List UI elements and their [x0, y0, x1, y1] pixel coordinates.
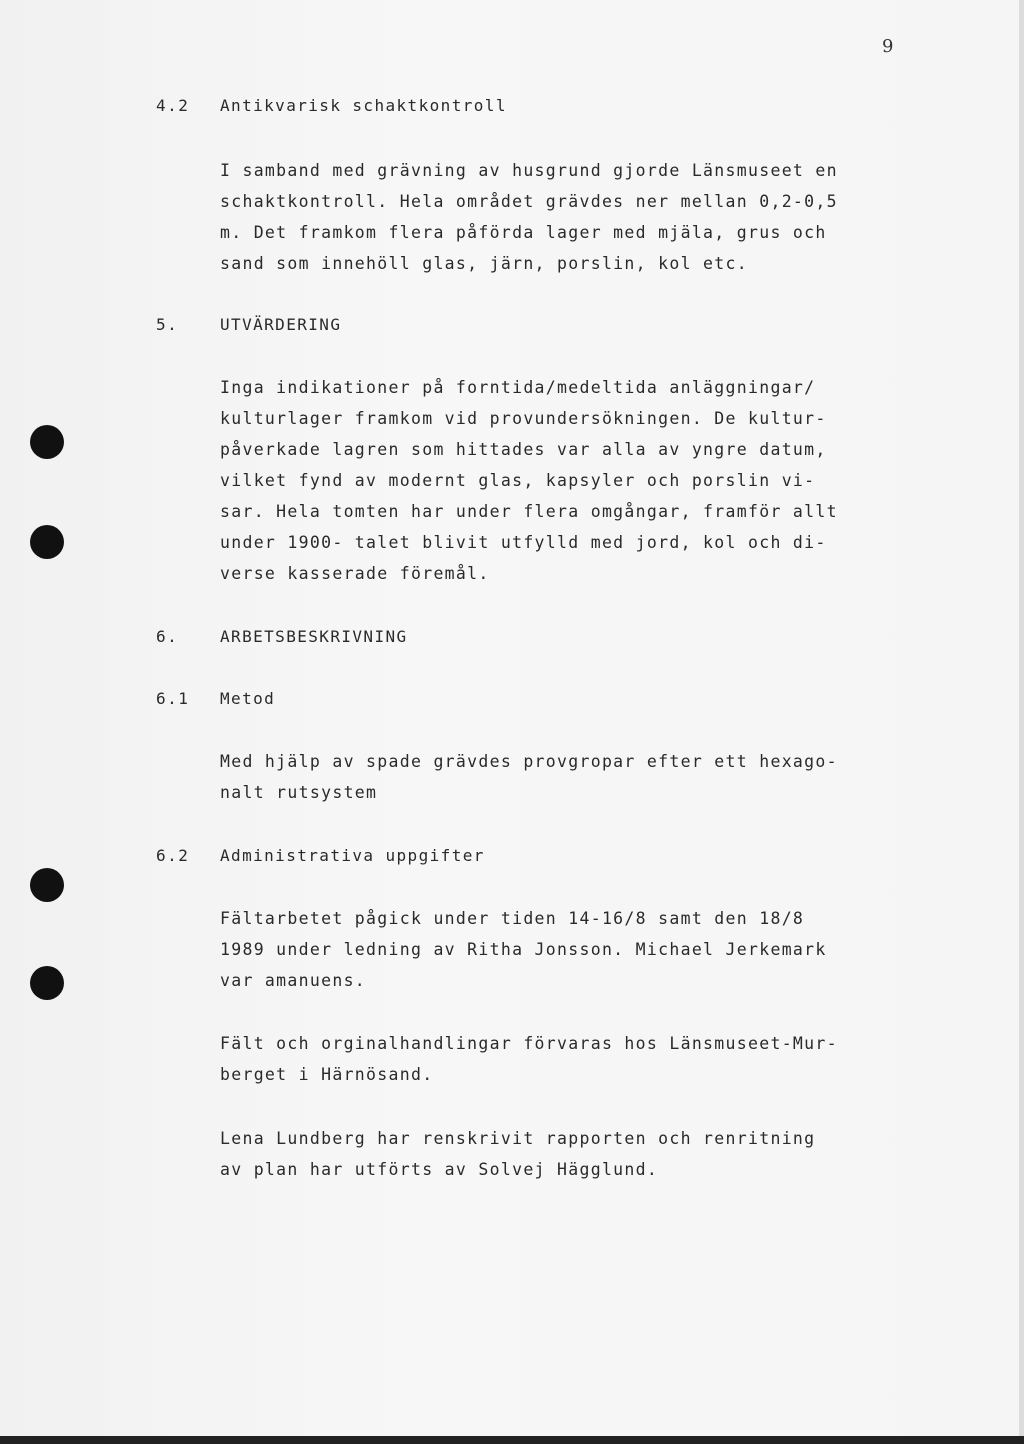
text-line: Med hjälp av spade grävdes provgropar efter ett hexago-	[220, 752, 838, 771]
section-number-4-2: 4.2	[156, 96, 190, 115]
punch-hole-2	[30, 525, 64, 559]
paragraph-4-2	[220, 155, 920, 279]
section-heading-6-1: Metod	[220, 689, 276, 708]
section-heading-6-2: Administrativa uppgifter	[220, 846, 485, 865]
section-heading-4-2: Antikvarisk schaktkontroll	[220, 96, 507, 115]
text-line: sar. Hela tomten har under flera omgångar, framför allt	[220, 502, 838, 521]
punch-hole-1	[30, 425, 64, 459]
text-line: sand som innehöll glas, järn, porslin, kol etc.	[220, 254, 748, 273]
text-line: schaktkontroll. Hela området grävdes ner mellan 0,2-0,5	[220, 192, 838, 211]
text-line: Lena Lundberg har renskrivit rapporten och renritning	[220, 1129, 816, 1148]
text-line: verse kasserade föremål.	[220, 564, 490, 583]
section-number-6: 6.	[156, 627, 179, 646]
paragraph-5	[220, 372, 920, 589]
paragraph-6-1	[220, 746, 920, 808]
text-line: 1989 under ledning av Ritha Jonsson. Michael Jerkemark	[220, 940, 827, 959]
punch-hole-4	[30, 966, 64, 1000]
text-line: kulturlager framkom vid provundersökningen. De kultur-	[220, 409, 827, 428]
paragraph-6-2-a	[220, 903, 920, 996]
paragraph-6-2-c	[220, 1123, 920, 1185]
text-line: m. Det framkom flera påförda lager med mjäla, grus och	[220, 223, 827, 242]
text-line: Fält och orginalhandlingar förvaras hos Länsmuseet-Mur-	[220, 1034, 838, 1053]
page-number: 9	[882, 36, 894, 57]
section-heading-6: ARBETSBESKRIVNING	[220, 627, 408, 646]
punch-hole-3	[30, 868, 64, 902]
section-heading-5: UTVÄRDERING	[220, 315, 342, 334]
text-line: påverkade lagren som hittades var alla av yngre datum,	[220, 440, 827, 459]
text-line: Fältarbetet pågick under tiden 14-16/8 samt den 18/8	[220, 909, 805, 928]
text-line: under 1900- talet blivit utfylld med jord, kol och di-	[220, 533, 827, 552]
text-line: berget i Härnösand.	[220, 1065, 434, 1084]
page-edge-bottom	[0, 1436, 1024, 1444]
text-line: vilket fynd av modernt glas, kapsyler och porslin vi-	[220, 471, 816, 490]
text-line: var amanuens.	[220, 971, 367, 990]
paragraph-6-2-b	[220, 1028, 920, 1090]
section-number-5: 5.	[156, 315, 179, 334]
text-line: nalt rutsystem	[220, 783, 378, 802]
text-line: Inga indikationer på forntida/medeltida anläggningar/	[220, 378, 816, 397]
section-number-6-1: 6.1	[156, 689, 190, 708]
text-line: av plan har utförts av Solvej Hägglund.	[220, 1160, 659, 1179]
page-edge-right	[1019, 0, 1024, 1444]
text-line: I samband med grävning av husgrund gjorde Länsmuseet en	[220, 161, 838, 180]
section-number-6-2: 6.2	[156, 846, 190, 865]
